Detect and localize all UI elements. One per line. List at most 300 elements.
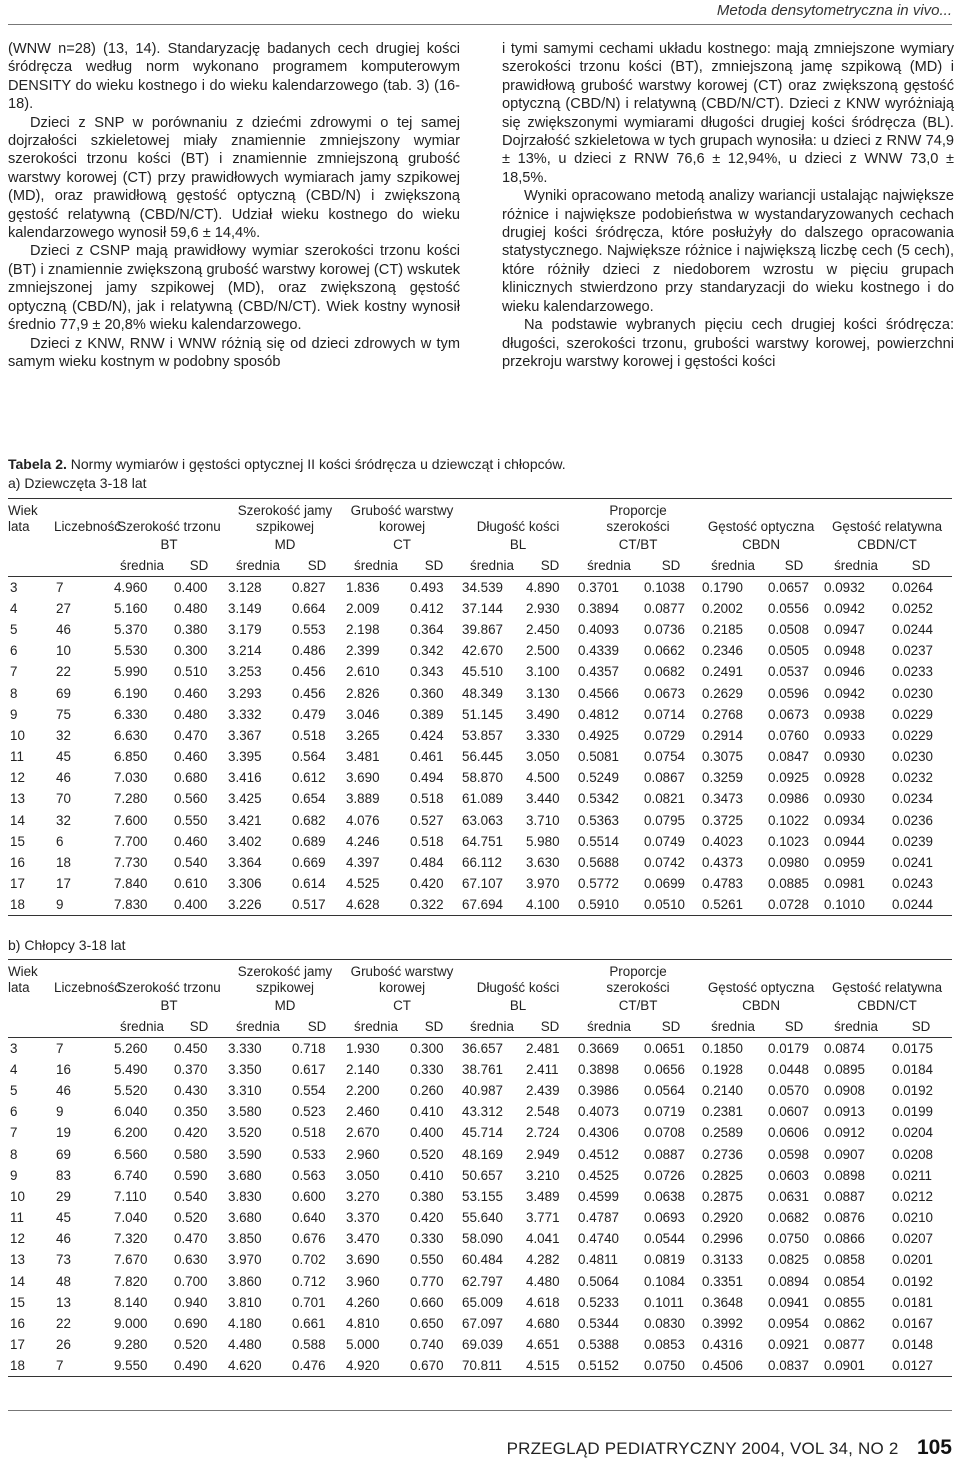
table-cell: 0.0867 [644,770,685,786]
table-cell: 0.0243 [892,876,934,892]
table-cell: 2.411 [526,1061,559,1077]
table-cell: 0.0699 [644,876,685,892]
table-cell: 4.076 [346,812,380,828]
table-cell: 3.416 [228,770,262,786]
table-cell: 0.654 [292,791,326,807]
table-cell: 0.718 [292,1040,326,1056]
table-cell: 6.850 [114,749,148,765]
table-cell: 0.260 [410,1082,444,1098]
col-header-mean: średnia [711,557,755,573]
table-cell: 3.270 [346,1188,380,1204]
table-cell: 0.430 [174,1082,208,1098]
table-cell: 0.0207 [892,1231,934,1247]
table-cell: 4.246 [346,833,380,849]
table-cell: 0.770 [410,1273,444,1289]
table-row [8,1101,952,1122]
table-cell: 9 [56,897,64,913]
table-cell: 0.612 [292,770,326,786]
table-cell: 3.130 [526,685,560,701]
table-cell: 3.306 [228,876,262,892]
table-cell: 0.0887 [824,1188,866,1204]
table-cell: 6.190 [114,685,148,701]
table-cell: 0.410 [410,1167,444,1183]
table-cell: 4.480 [228,1337,262,1353]
table-cell: 0.0212 [892,1188,934,1204]
table-cell: 0.0830 [644,1316,685,1332]
table-row [8,746,952,767]
table-cell: 3.680 [228,1167,262,1183]
table-row [8,682,952,703]
col-header-sd: SD [911,1018,931,1034]
table-cell: 0.0179 [768,1040,810,1056]
col-header-mean: średnia [236,1018,280,1034]
table-cell: 0.0862 [824,1316,866,1332]
table-cell: 0.580 [174,1146,208,1162]
table-cell: 0.4783 [702,876,744,892]
col-header-measure: Długość kości [476,518,560,534]
table-cell: 0.0825 [768,1252,810,1268]
table-cell: 0.5772 [578,876,619,892]
table-cell: 0.5363 [578,812,619,828]
table-cell: 6 [10,643,18,659]
table-cell: 0.343 [410,664,444,680]
table-cell: 0.1010 [824,897,866,913]
table-cell: 3.253 [228,664,262,680]
table-cell: 4.525 [346,876,380,892]
table-cell: 2.450 [526,621,560,637]
table-cell: 7.280 [114,791,148,807]
table-cell: 4.960 [114,579,148,595]
col-header-mean: średnia [236,557,280,573]
table-cell: 0.712 [292,1273,326,1289]
table-cell: 0.0895 [824,1061,866,1077]
table-cell: 13 [56,1294,71,1310]
table-cell: 2.198 [346,621,380,637]
table-cell: 0.560 [174,791,208,807]
table-cell: 16 [56,1061,71,1077]
table-cell: 0.614 [292,876,326,892]
table-cell: 0.517 [292,897,326,913]
col-header-abbr: BT [160,537,178,552]
table-cell: 8 [10,1146,18,1162]
table-cell: 48 [56,1273,71,1289]
table-cell: 0.0505 [768,643,810,659]
table-cell: 0.0236 [892,812,934,828]
table-cell: 0.740 [410,1337,444,1353]
table-cell: 3.580 [228,1104,262,1120]
table-cell: 53.155 [462,1188,503,1204]
table-cell: 0.2002 [702,600,744,616]
table-cell: 0.0866 [824,1231,866,1247]
table-caption [8,455,952,473]
table-cell: 0.0448 [768,1061,810,1077]
table-cell: 0.0726 [644,1167,685,1183]
table-cell: 45 [56,749,71,765]
table-cell: 0.0657 [768,579,810,595]
table-b-subtitle: b) Chłopcy 3-18 lat [8,937,126,953]
col-header-abbr: CT [393,537,411,552]
table-cell: 0.380 [410,1188,444,1204]
table-row [8,1080,952,1101]
table-cell: 11 [10,749,24,765]
table-cell: 0.660 [410,1294,444,1310]
table-cell: 5.990 [114,664,148,680]
col-header-measure: Proporcje szerokości [606,502,670,534]
table-row [8,1165,952,1186]
table-cell: 0.456 [292,664,326,680]
table-cell: 0.476 [292,1358,326,1374]
table-cell: 0.0192 [892,1273,934,1289]
table-cell: 10 [56,643,71,659]
table-cell: 0.0210 [892,1210,934,1226]
table-cell: 0.0167 [892,1316,934,1332]
table-cell: 0.2140 [702,1082,744,1098]
table-cell: 3 [10,579,18,595]
table-cell: 0.610 [174,876,208,892]
table-cell: 0.4093 [578,621,619,637]
table-cell: 0.676 [292,1231,326,1247]
table-cell: 0.5342 [578,791,619,807]
table-cell: 0.689 [292,833,326,849]
table-cell: 3.293 [228,685,262,701]
table-cell: 3.889 [346,791,380,807]
paragraph: (WNW n=28) (13, 14). Standaryzację badanych cech drugiej kości śródręcza według norm wykonano programem komputerowym DENSITY do wieku kostnego i do wieku kalendarzowego (tab. 3) (16-18). [8,41,460,113]
table-cell: 0.0708 [644,1125,685,1141]
table-cell: 0.540 [174,855,208,871]
table-cell: 0.682 [292,812,326,828]
table-cell: 0.0233 [892,664,934,680]
table-cell: 40.987 [462,1082,503,1098]
table-cell: 0.4525 [578,1167,619,1183]
table-cell: 4.810 [346,1316,380,1332]
table-cell: 67.097 [462,1316,503,1332]
table-cell: 5.490 [114,1061,148,1077]
table-cell: 0.0760 [768,727,810,743]
table-cell: 0.563 [292,1167,326,1183]
table-cell: 0.300 [410,1040,444,1056]
table-cell: 3.128 [228,579,262,595]
table-cell: 0.3898 [578,1061,619,1077]
table-cell: 4.041 [526,1231,560,1247]
table-row [8,894,952,915]
table-cell: 0.460 [174,833,208,849]
table-cell: 9.550 [114,1358,148,1374]
table-cell: 2.399 [346,643,380,659]
table-cell: 0.2736 [702,1146,744,1162]
table-cell: 0.0570 [768,1082,810,1098]
table-cell: 0.400 [174,897,208,913]
table-cell: 5 [10,1082,18,1098]
col-header-liczebnosc: Liczebność [54,979,121,995]
table-cell: 0.0946 [824,664,866,680]
table-cell: 0.680 [174,770,208,786]
table-cell: 0.479 [292,706,326,722]
table-cell: 0.0901 [824,1358,866,1374]
table-cell: 0.4306 [578,1125,619,1141]
table-cell: 0.364 [410,621,444,637]
table-cell: 0.630 [174,1252,208,1268]
table-cell: 4.680 [526,1316,560,1332]
table-cell: 0.0981 [824,876,866,892]
table-cell: 0.2768 [702,706,744,722]
table-cell: 0.0241 [892,855,934,871]
table-cell: 0.0229 [892,706,934,722]
table-cell: 0.3133 [702,1252,744,1268]
table-cell: 32 [56,727,71,743]
table-boys [8,959,952,1377]
table-cell: 0.0942 [824,685,866,701]
table-cell: 0.5081 [578,749,619,765]
table-cell: 8 [10,685,18,701]
col-header-abbr: CT [393,998,411,1013]
table-cell: 0.0749 [644,833,685,849]
table-cell: 9 [10,1167,18,1183]
table-cell: 65.009 [462,1294,503,1310]
table-cell: 0.0544 [644,1231,685,1247]
table-cell: 7.110 [114,1188,147,1204]
col-header-sd: SD [784,557,804,573]
table-cell: 0.0858 [824,1252,866,1268]
table-cell: 0.4357 [578,664,619,680]
table-cell: 3.470 [346,1231,380,1247]
table-cell: 0.0556 [768,600,810,616]
table-row [8,788,952,809]
table-cell: 3.690 [346,770,380,786]
table-cell: 4.282 [526,1252,560,1268]
paragraph: Dzieci z CSNP mają prawidłowy wymiar szerokości trzonu kości (BT) i znamiennie zwiększoną grubość warstwy korowej (CT) wskutek zmniejszonej jamy szpikowej (MD), oraz zwiększoną gęstość optyczną (CBD/N), jak i relatywną (CBD/N/CT). Wiek kostny wynosił średnio 77,9 ± 20,8% wieku kalendarzowego. [8,243,460,334]
table-cell: 3.226 [228,897,262,913]
table-cell: 0.484 [410,855,444,871]
table-row [8,725,952,746]
table-cell: 0.550 [174,812,208,828]
table-cell: 0.0729 [644,727,685,743]
table-cell: 0.0208 [892,1146,934,1162]
table-cell: 29 [56,1188,71,1204]
table-cell: 7 [56,1040,64,1056]
table-cell: 0.0821 [644,791,685,807]
table-cell: 0.300 [174,643,208,659]
right-column [502,40,954,371]
table-cell: 13 [10,1252,25,1268]
table-cell: 0.0211 [892,1167,933,1183]
page-number: 105 [916,1436,952,1459]
table-row [8,598,952,619]
table-cell: 0.940 [174,1294,208,1310]
table-cell: 22 [56,664,71,680]
table-cell: 0.0938 [824,706,866,722]
table-cell: 3.771 [526,1210,560,1226]
table-cell: 26 [56,1337,71,1353]
table-cell: 0.2346 [702,643,744,659]
table-cell: 0.702 [292,1252,326,1268]
table-cell: 14 [10,1273,25,1289]
table-cell: 0.0175 [892,1040,934,1056]
table-row [8,831,952,852]
table-cell: 0.2381 [702,1104,744,1120]
table-cell: 0.0855 [824,1294,866,1310]
table-cell: 12 [10,1231,25,1247]
table-cell: 3.149 [228,600,262,616]
col-header-mean: średnia [470,1018,514,1034]
table-cell: 3.590 [228,1146,262,1162]
table-cell: 67.694 [462,897,503,913]
table-cell: 4.397 [346,855,380,871]
table-cell: 0.5064 [578,1273,619,1289]
table-cell: 4.618 [526,1294,560,1310]
table-cell: 0.510 [174,664,208,680]
table-cell: 2.930 [526,600,560,616]
table-cell: 0.1850 [702,1040,744,1056]
table-cell: 0.4812 [578,706,619,722]
table-cell: 60.484 [462,1252,503,1268]
table-cell: 10 [10,1188,25,1204]
table-cell: 46 [56,1231,71,1247]
table-cell: 0.0596 [768,685,810,701]
table-cell: 0.2825 [702,1167,744,1183]
col-header-abbr: CT/BT [618,998,658,1013]
table-cell: 0.0874 [824,1040,866,1056]
table-row [8,1207,952,1228]
table-cell: 4.890 [526,579,560,595]
table-cell: 0.4316 [702,1337,744,1353]
table-cell: 5.260 [114,1040,148,1056]
table-cell: 0.0894 [768,1273,810,1289]
table-cell: 2.009 [346,600,380,616]
table-cell: 0.0877 [644,600,685,616]
table-row [8,852,952,873]
table-cell: 0.4339 [578,643,619,659]
table-row [8,1059,952,1080]
table-caption-text: Normy wymiarów i gęstości optycznej II kości śródręcza u dziewcząt i chłopców. [70,456,566,472]
table-cell: 0.650 [410,1316,444,1332]
table-cell: 7 [56,1358,64,1374]
table-cell: 0.470 [174,727,208,743]
table-cell: 7 [56,579,64,595]
table-cell: 0.0598 [768,1146,810,1162]
table-cell: 0.0795 [644,812,685,828]
table-cell: 0.486 [292,643,326,659]
table-cell: 3.395 [228,749,262,765]
table-cell: 4.180 [228,1316,262,1332]
table-cell: 2.460 [346,1104,380,1120]
table-cell: 0.0959 [824,855,866,871]
table-cell: 3.440 [526,791,560,807]
table-cell: 0.0947 [824,621,866,637]
table-cell: 0.0638 [644,1188,685,1204]
table-cell: 7.840 [114,876,148,892]
table-cell: 0.3992 [702,1316,744,1332]
col-header-mean: średnia [587,557,631,573]
table-cell: 7.040 [114,1210,148,1226]
table-cell: 48.169 [462,1146,503,1162]
table-cell: 7 [10,1125,18,1141]
table-cell: 0.4925 [578,727,619,743]
table-cell: 2.200 [346,1082,380,1098]
col-header-abbr: CT/BT [618,537,658,552]
table-cell: 0.0837 [768,1358,810,1374]
table-cell: 0.0603 [768,1167,810,1183]
table-cell: 0.0631 [768,1188,810,1204]
table-cell: 75 [56,706,71,722]
table-cell: 0.518 [292,727,326,743]
table-cell: 3.050 [346,1167,380,1183]
table-cell: 3.489 [526,1188,560,1204]
table-cell: 0.3351 [702,1273,744,1289]
table-cell: 0.3075 [702,749,744,765]
table-cell: 0.3701 [578,579,619,595]
table-cell: 8.140 [114,1294,148,1310]
table-cell: 0.389 [410,706,444,722]
table-cell: 0.0942 [824,600,866,616]
col-header-measure: Gęstość relatywna [831,518,943,534]
col-header-measure: Szerokość trzonu [117,979,221,995]
table-cell: 2.670 [346,1125,380,1141]
table-a-subtitle: a) Dziewczęta 3-18 lat [8,475,147,491]
col-header-mean: średnia [120,1018,164,1034]
col-header-sd: SD [661,557,681,573]
footer-rule [8,1410,952,1411]
table-cell: 10 [10,727,25,743]
table-cell: 17 [10,876,25,892]
table-cell: 15 [10,1294,25,1310]
table-cell: 0.0656 [644,1061,685,1077]
table-cell: 0.456 [292,685,326,701]
table-cell: 0.2996 [702,1231,744,1247]
table-cell: 3.367 [228,727,262,743]
table-cell: 69 [56,1146,71,1162]
table-cell: 0.0201 [892,1252,934,1268]
table-cell: 3.330 [526,727,560,743]
table-cell: 7.320 [114,1231,148,1247]
table-cell: 16 [10,855,25,871]
table-cell: 0.0229 [892,727,934,743]
col-header-mean: średnia [354,557,398,573]
table-cell: 0.0537 [768,664,810,680]
table-cell: 0.380 [174,621,208,637]
table-cell: 73 [56,1252,71,1268]
paragraph: Dzieci z KNW, RNW i WNW różnią się od dzieci zdrowych w tym samym wieku kostnym w podobny sposób [8,335,460,370]
col-header-measure: Grubość warstwy korowej [350,502,454,534]
table-cell: 3.490 [526,706,560,722]
paragraph: Dzieci z SNP w porównaniu z dziećmi zdrowymi o tej samej dojrzałości szkieletowej miały znamiennie zmniejszony wymiar szerokości trzonu kości (BT) i znamiennie zmniejszoną grubość warstwy korowej (CT) przy prawidłowych wymiarach jamy szpikowej (MD), oraz prawidłową gęstość optyczną (CBD/N) i zwiększoną gęstość relatywną (CBD/N/CT). Udział wieku kostnego do wieku kalendarzowego wynosił 59,6 ± 14,4%. [8,114,460,242]
table-girls [8,498,952,916]
table-row [8,1313,952,1334]
table-cell: 6.560 [114,1146,148,1162]
table-cell: 0.0244 [892,621,934,637]
table-cell: 0.494 [410,770,444,786]
table-cell: 0.400 [410,1125,444,1141]
table-cell: 12 [10,770,25,786]
col-header-measure: Szerokość jamy szpikowej [237,502,333,534]
table-cell: 0.0682 [644,664,685,680]
table-cell: 0.0928 [824,770,866,786]
table-cell: 0.420 [174,1125,208,1141]
col-header-abbr: CBDN [742,537,781,552]
table-cell: 0.590 [174,1167,208,1183]
table-cell: 0.400 [174,579,208,595]
table-cell: 69 [56,685,71,701]
table-cell: 0.617 [292,1061,326,1077]
table-row [8,619,952,640]
table-cell: 3.364 [228,855,262,871]
table-cell: 0.1022 [768,812,810,828]
journal-name: PRZEGLĄD PEDIATRYCZNY 2004, VOL 34, NO 2 [506,1439,899,1458]
table-row [8,873,952,894]
table-cell: 0.5152 [578,1358,619,1374]
table-cell: 2.826 [346,685,380,701]
table-cell: 0.1011 [644,1294,684,1310]
table-cell: 3.810 [228,1294,262,1310]
